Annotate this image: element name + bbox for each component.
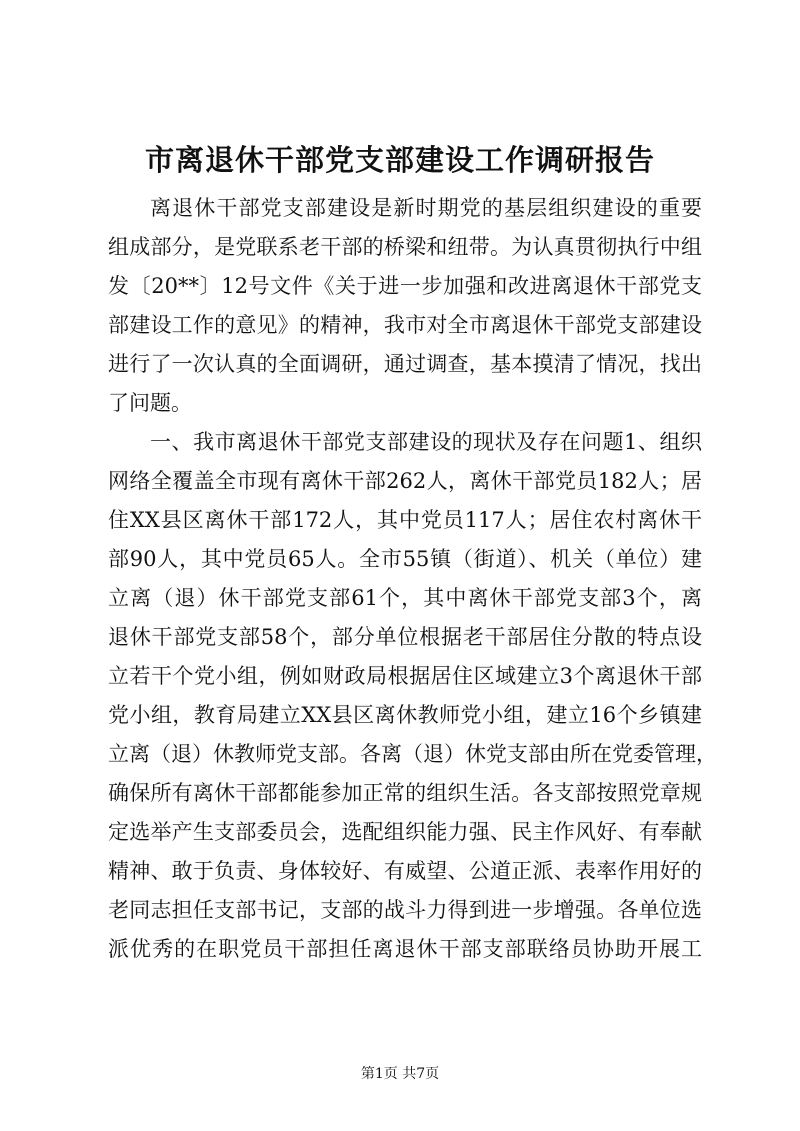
paragraph-1-line-2: 组成部分，是党联系老干部的桥梁和纽带。为认真贯彻执行中组 <box>108 235 702 259</box>
paragraph-2-line-5: 立离（退）休干部党支部61个，其中离休干部党支部3个，离 <box>108 586 702 610</box>
paragraph-2-line-10: 确保所有离休干部都能参加正常的组织生活。各支部按照党章规 <box>108 781 702 805</box>
paragraph-2-line-6: 退休干部党支部58个，部分单位根据老干部居住分散的特点设 <box>108 625 702 649</box>
paragraph-2-line-13: 老同志担任支部书记，支部的战斗力得到进一步增强。各单位选 <box>108 898 702 922</box>
paragraph-2-line-12: 精神、敢于负责、身体较好、有威望、公道正派、表率作用好的 <box>108 859 702 883</box>
paragraph-1-line-6: 了问题。 <box>108 391 192 415</box>
paragraph-1-line-5: 进行了一次认真的全面调研，通过调查，基本摸清了情况，找出 <box>108 352 702 376</box>
paragraph-2-line-8: 党小组，教育局建立XX县区离休教师党小组，建立16个乡镇建 <box>108 703 702 727</box>
paragraph-2-line-9: 立离（退）休教师党支部。各离（退）休党支部由所在党委管理， <box>108 742 717 766</box>
paragraph-2-line-3: 住XX县区离休干部172人，其中党员117人；居住农村离休干 <box>108 508 702 532</box>
paragraph-1-line-3: 发〔20**〕12号文件《关于进一步加强和改进离退休干部党支 <box>108 274 702 298</box>
paragraph-2-line-1: 一、我市离退休干部党支部建设的现状及存在问题1、组织 <box>150 430 702 454</box>
paragraph-2-line-4: 部90人，其中党员65人。全市55镇（街道）、机关（单位）建 <box>108 547 702 571</box>
paragraph-2-line-2: 网络全覆盖全市现有离休干部262人，离休干部党员182人；居 <box>108 469 702 493</box>
paragraph-2-line-7: 立若干个党小组，例如财政局根据居住区域建立3个离退休干部 <box>108 664 702 688</box>
paragraph-2-line-11: 定选举产生支部委员会，选配组织能力强、民主作风好、有奉献 <box>108 820 702 844</box>
page-number: 第1页 共7页 <box>360 1066 440 1082</box>
document-title: 市离退休干部党支部建设工作调研报告 <box>144 143 655 177</box>
paragraph-1-line-1: 离退休干部党支部建设是新时期党的基层组织建设的重要 <box>150 196 702 220</box>
paragraph-1-line-4: 部建设工作的意见》的精神，我市对全市离退休干部党支部建设 <box>108 313 702 337</box>
paragraph-2-line-14: 派优秀的在职党员干部担任离退休干部支部联络员协助开展工 <box>108 937 702 961</box>
